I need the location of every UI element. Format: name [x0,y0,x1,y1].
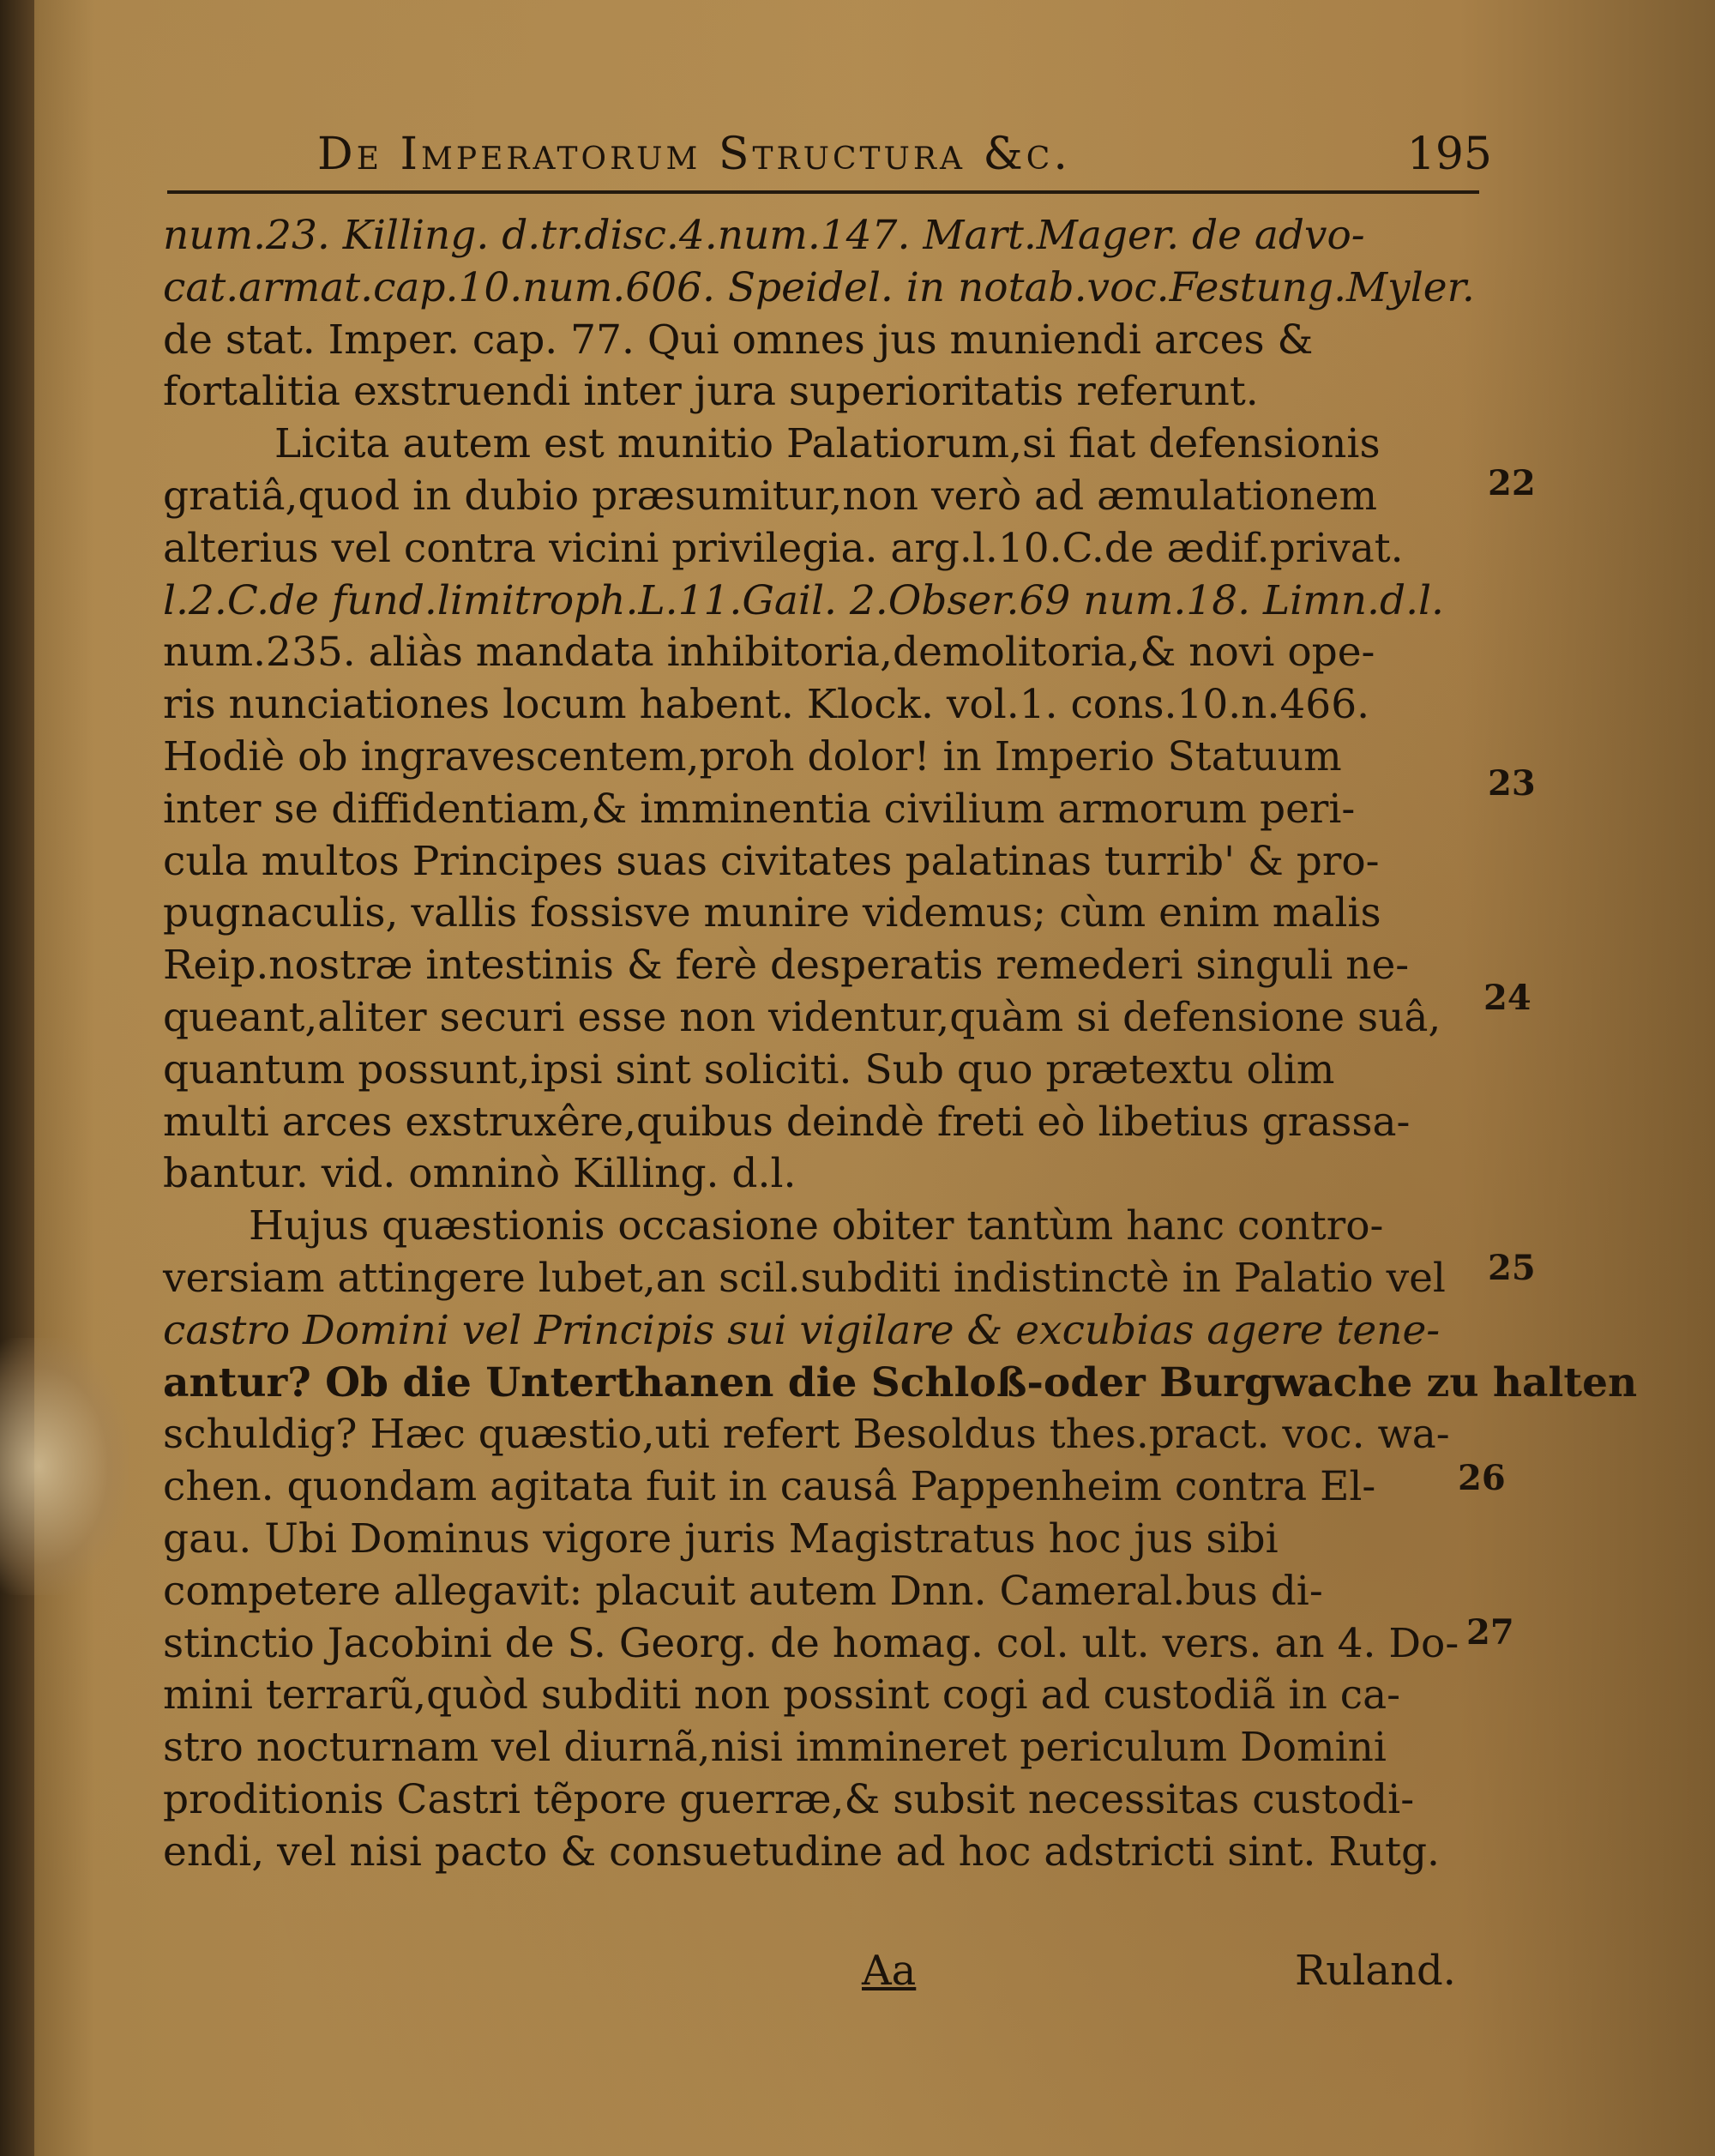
text-line: alterius vel contra vicini privilegia. arg.l.10.C.de ædif.privat. [163,524,1404,572]
text-line: bantur. vid. omninò Killing. d.l. [163,1150,797,1198]
signature-mark: Aa [862,1947,917,1995]
text-line: cat.armat.cap.10.num.606. Speidel. in notab.voc.Festung.Myler. [163,263,1475,311]
text-line: inter se diffidentiam,& imminentia civilium armorum peri- [163,785,1356,833]
text-line: gratiâ,quod in dubio præsumitur,non verò ad æmulationem [163,472,1378,520]
text-line: stro nocturnam vel diurnã,nisi immineret periculum Domini [163,1724,1387,1772]
text-line: schuldig? Hæc quæstio,uti refert Besoldus thes.pract. voc. wa- [163,1411,1450,1459]
text-line: Hodiè ob ingravescentem,proh dolor! in Imperio Statuum [163,732,1342,780]
binding-gutter [0,0,34,2156]
text-line: multi arces exstruxêre,quibus deindè freti eò libetius grassa- [163,1098,1411,1146]
header-rule [167,190,1479,194]
margin-number: 22 [1488,463,1536,503]
text-line: de stat. Imper. cap. 77. Qui omnes jus muniendi arces & [163,316,1314,364]
text-line: proditionis Castri tẽpore guerræ,& subsit necessitas custodi- [163,1775,1415,1823]
text-line: antur? Ob die Unterthanen die Schloß-oder Burgwache zu halten [163,1358,1638,1406]
text-line: versiam attingere lubet,an scil.subditi indistinctè in Palatio vel [163,1254,1446,1302]
margin-number: 26 [1458,1458,1506,1498]
text-line: queant,aliter securi esse non videntur,quàm si defensione suâ, [163,993,1441,1041]
text-line: castro Domini vel Principis sui vigilare & excubias agere tene- [163,1306,1441,1354]
text-line: gau. Ubi Dominus vigore juris Magistratus hoc jus sibi [163,1515,1279,1563]
text-line: ris nunciationes locum habent. Klock. vol.1. cons.10.n.466. [163,681,1370,729]
text-line: mini terrarũ,quòd subditi non possint cogi ad custodiã in ca- [163,1671,1401,1719]
text-line: fortalitia exstruendi inter jura superioritatis referunt. [163,368,1259,416]
text-line: competere allegavit: placuit autem Dnn. Cameral.bus di- [163,1567,1323,1615]
running-title: De Imperatorum Structura &c. [317,129,1071,180]
page-number: 195 [1406,129,1492,180]
text-line: num.235. aliàs mandata inhibitoria,demolitoria,& novi ope- [163,629,1375,677]
margin-number: 25 [1488,1248,1536,1288]
text-line: Reip.nostræ intestinis & ferè desperatis remederi singuli ne- [163,942,1410,990]
text-line: cula multos Principes suas civitates palatinas turrib' & pro- [163,837,1380,885]
text-line: stinctio Jacobini de S. Georg. de homag. col. ult. vers. an 4. Do- [163,1619,1459,1667]
text-line: pugnaculis, vallis fossisve munire videmus; cùm enim malis [163,889,1381,937]
margin-number: 24 [1483,978,1531,1018]
text-line: chen. quondam agitata fuit in causâ Pappenheim contra El- [163,1463,1376,1511]
catchword: Ruland. [1295,1947,1456,1995]
text-line: Licita autem est munitio Palatiorum,si fiat defensionis [274,420,1381,468]
text-line: Hujus quæstionis occasione obiter tantùm hanc contro- [249,1202,1384,1250]
margin-number: 23 [1488,763,1536,804]
margin-number: 27 [1466,1612,1514,1653]
text-line: endi, vel nisi pacto & consuetudine ad hoc adstricti sint. Rutg. [163,1828,1440,1876]
text-line: quantum possunt,ipsi sint soliciti. Sub quo prætextu olim [163,1045,1335,1093]
text-line: num.23. Killing. d.tr.disc.4.num.147. Mart.Mager. de advo- [163,212,1365,259]
paper-damage-stain [0,1338,129,1595]
text-line: l.2.C.de fund.limitroph.L.11.Gail. 2.Obser.69 num.18. Limn.d.l. [163,576,1444,624]
